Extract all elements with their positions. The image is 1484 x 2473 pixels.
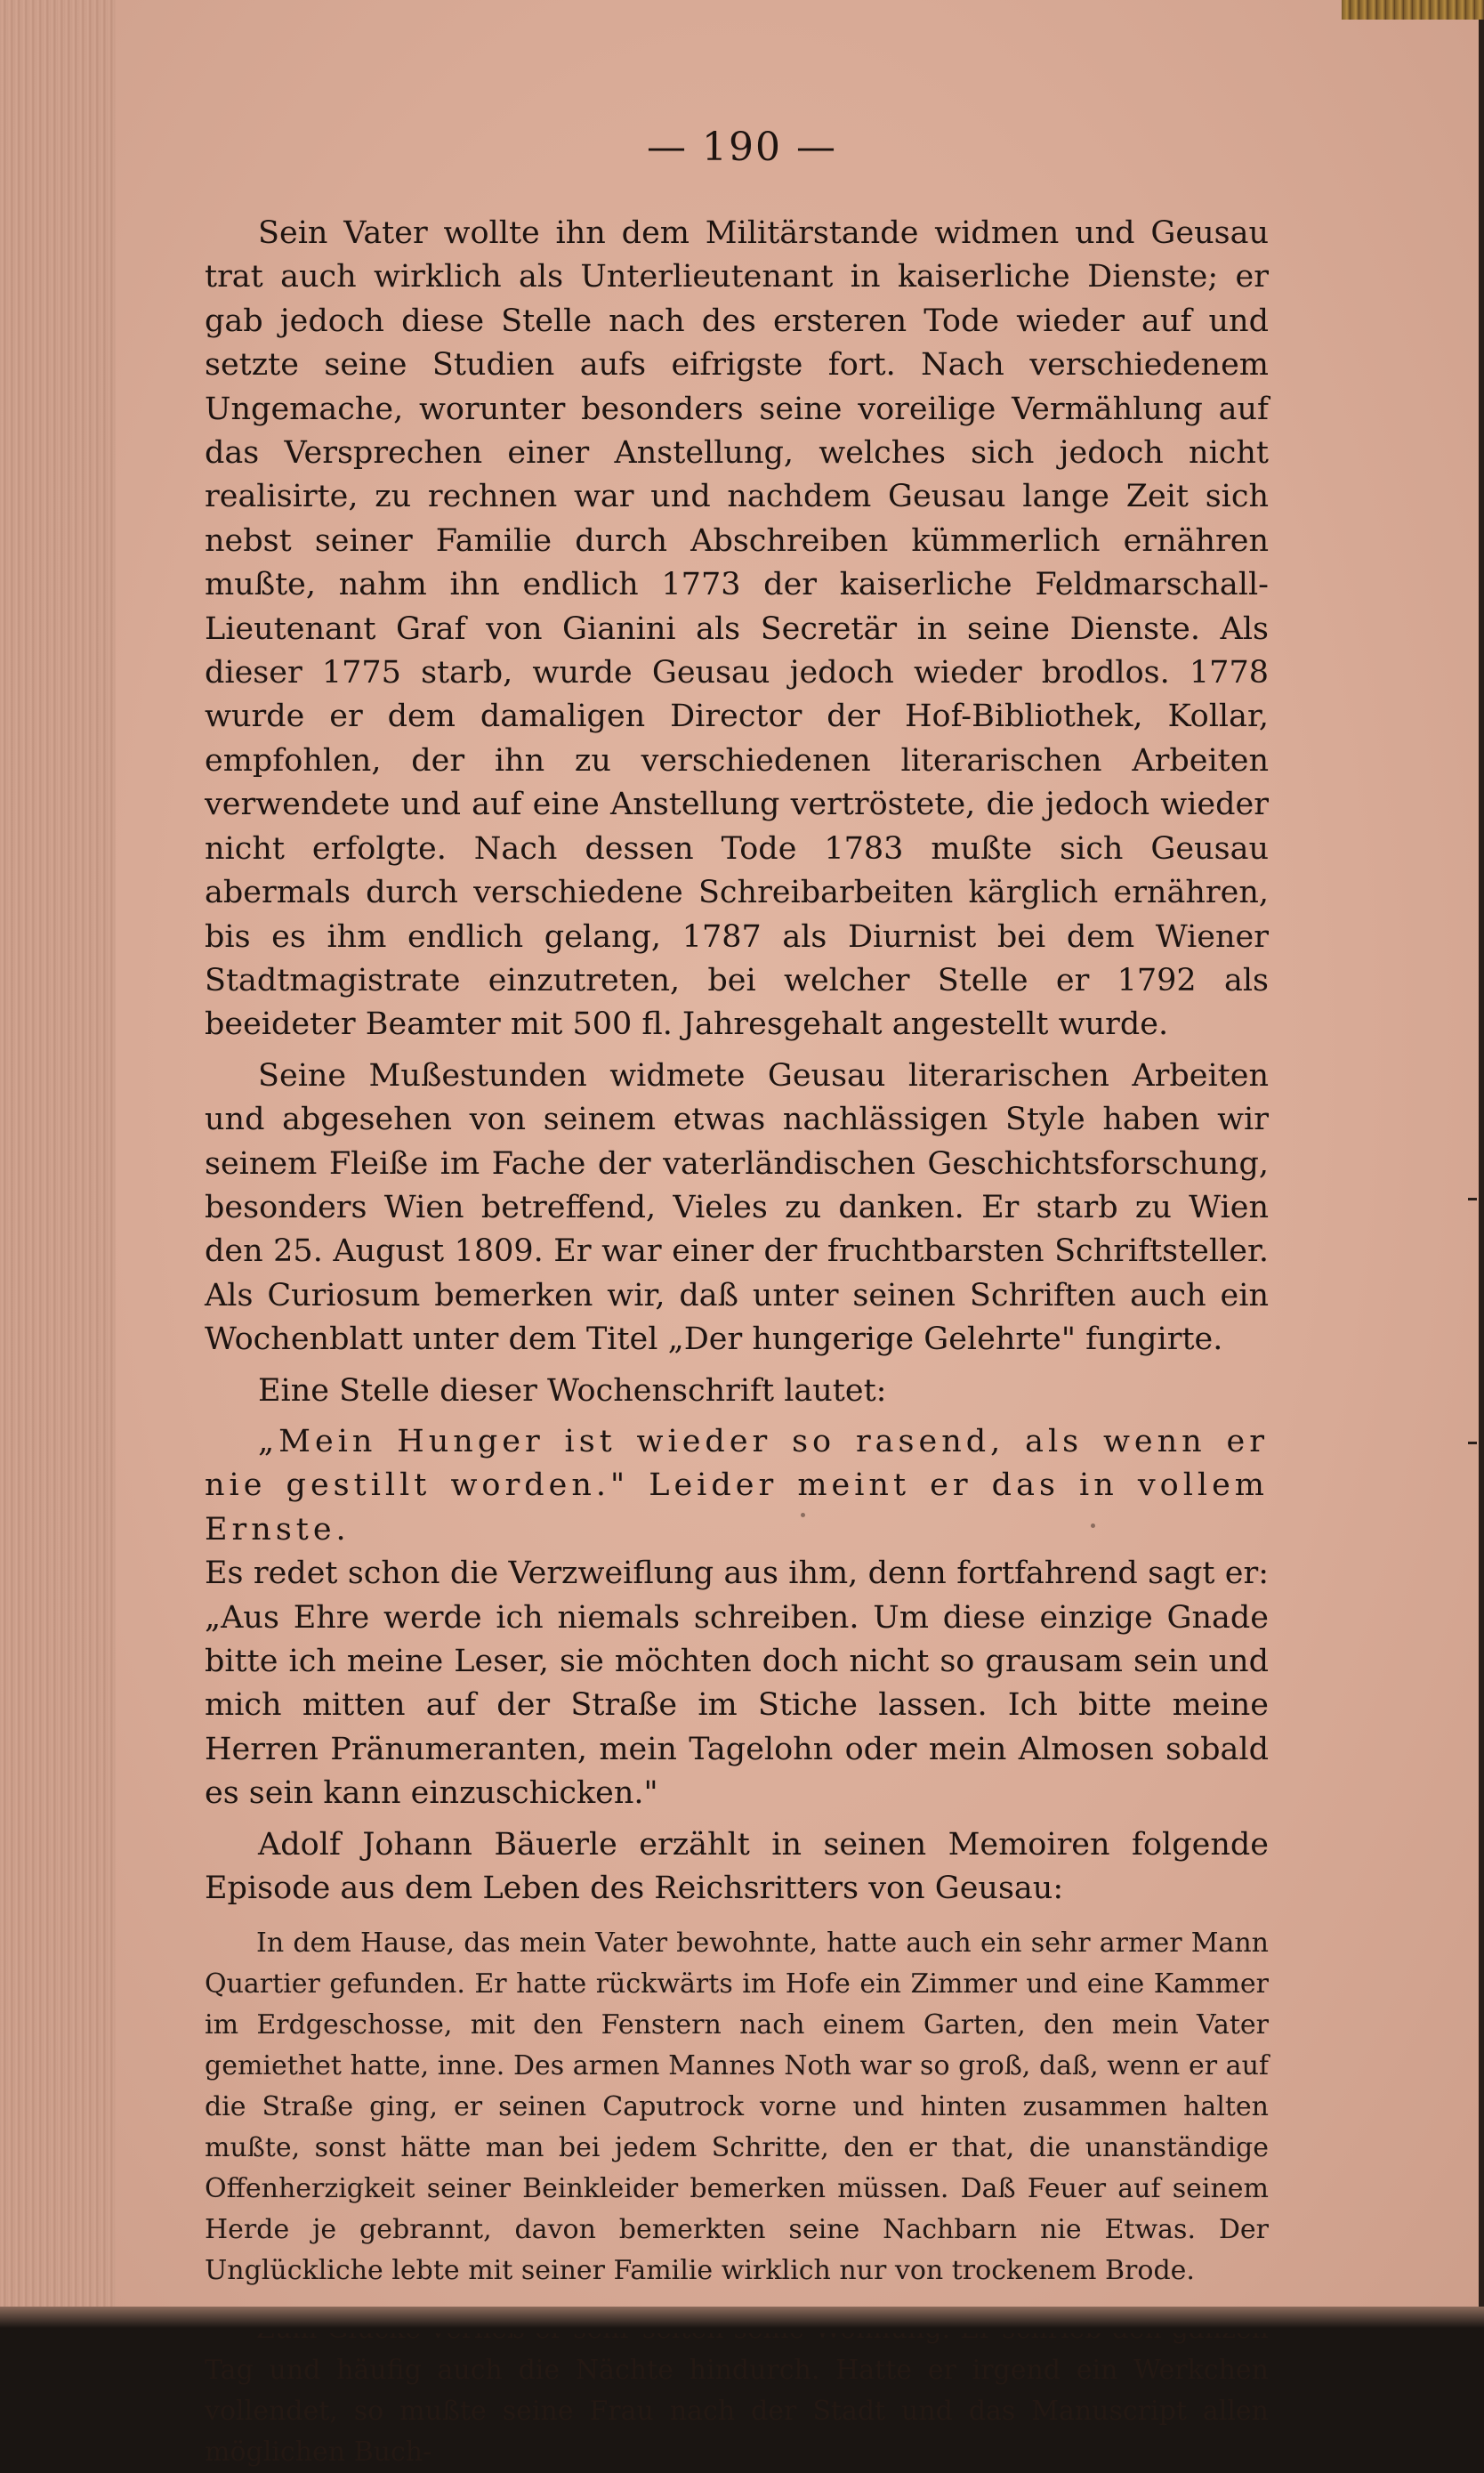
margin-mark — [1468, 1198, 1477, 1200]
memoir-quote: Tag und häufig auch die Nächte hindurch. Hatte er irgend ein Werkchen vollendet, so mußte seine Frau nach der Stadt und das Manuscript allen möglichen Buch- — [205, 2355, 1269, 2469]
quoted-passage: „Mein Hunger ist wieder so rasend, als wenn er nie gestillt worden." Leider meint er das in vollem Ernste. — [205, 1423, 1269, 1548]
memoir-quote: In dem Hause, das mein Vater bewohnte, hatte auch ein sehr armer Mann Quartier gefunden. Er hatte rückwärts im Hofe ein Zimmer und eine Kammer im Erdgeschosse, mit den Fenstern nach einem Garten, den mein Vater gemiethet hatte, inne. Des armen Mannes Noth war so groß, daß, wenn er auf die Straße ging, er seinen Caputrock vorne und hinten zusammen halten mußte, sonst hätte man bei jedem Schritte, den er that, die unanständige Offenherzigkeit seiner Beinkleider bemerken müssen. Daß Feuer auf seinem Herde je gebrannt, davon bemerkten seine Nachbarn nie Etwas. Der Unglückliche lebte mit seiner Familie wirklich nur von trockenem Brode. — [205, 1927, 1269, 2287]
margin-mark — [1468, 1442, 1477, 1444]
page-bottom-edge — [0, 2307, 1484, 2333]
paragraph: Seine Mußestunden widmete Geusau literarischen Arbeiten und abgesehen von seinem etwas nachlässigen Style haben wir seinem Fleiße im Fache der vaterländischen Geschichtsforschung, besonders Wien betreffend, Vieles zu danken. Er starb zu Wien den 25. August 1809. Er war einer der fruchtbarsten Schriftsteller. Als Curiosum bemerken wir, daß unter seinen Schriften auch ein Wochenblatt unter dem Titel „Der hungerige Gelehrte" fungirte. — [205, 1057, 1269, 1358]
corner-binding-strip — [1342, 0, 1484, 20]
page-number: — 190 — — [647, 125, 837, 170]
paragraph: Sein Vater wollte ihn dem Militärstande widmen und Geusau trat auch wirklich als Unterlieutenant in kaiserliche Dienste; er gab jedoch diese Stelle nach des ersteren Tode wieder auf und setzte seine Studien aufs eifrigste fort. Nach verschiedenem Ungemache, worunter besonders seine voreilige Vermählung auf das Versprechen einer Anstellung, welches sich jedoch nicht realisirte, zu rechnen war und nachdem Geusau lange Zeit sich nebst seiner Familie durch Abschreiben kümmerlich ernähren mußte, nahm ihn endlich 1773 der kaiserliche Feldmarschall-Lieutenant Graf von Gianini als Secretär in seine Dienste. Als dieser 1775 starb, wurde Geusau jedoch wieder brodlos. 1778 wurde er dem damaligen Director der Hof-Bibliothek, Kollar, empfohlen, der ihn zu verschiedenen literarischen Arbeiten verwendete und auf eine Anstellung vertröstete, die jedoch wieder nicht erfolgte. Nach dessen Tode 1783 mußte sich Geusau abermals durch verschiedene Schreibarbeiten kärglich ernähren, bis es ihm endlich gelang, 1787 als Diurnist bei dem Wiener Stadtmagistrate einzutreten, bei welcher Stelle er 1792 als beeideter Beamter mit 500 fl. Jahresgehalt angestellt wurde. — [205, 215, 1269, 1043]
paragraph: Es redet schon die Verzweiflung aus ihm, denn fortfahrend sagt er: „Aus Ehre werde ich niemals schreiben. Um diese einzige Gnade bitte ich meine Leser, sie möchten doch nicht so grausam sein und mich mitten auf der Straße im Stiche lassen. Ich bitte meine Herren Pränumeranten, mein Tagelohn oder mein Almosen sobald es sein kann einzuschicken." — [205, 1556, 1269, 1812]
paragraph: Adolf Johann Bäuerle erzählt in seinen Memoiren folgende Episode aus dem Leben des Reichsritters von Geusau: — [205, 1826, 1269, 1907]
page-stack-edge — [0, 0, 116, 2333]
main-text — [205, 212, 1269, 2473]
page-right-edge — [1479, 0, 1484, 2333]
paragraph: Eine Stelle dieser Wochenschrift lautet: — [258, 1372, 887, 1409]
